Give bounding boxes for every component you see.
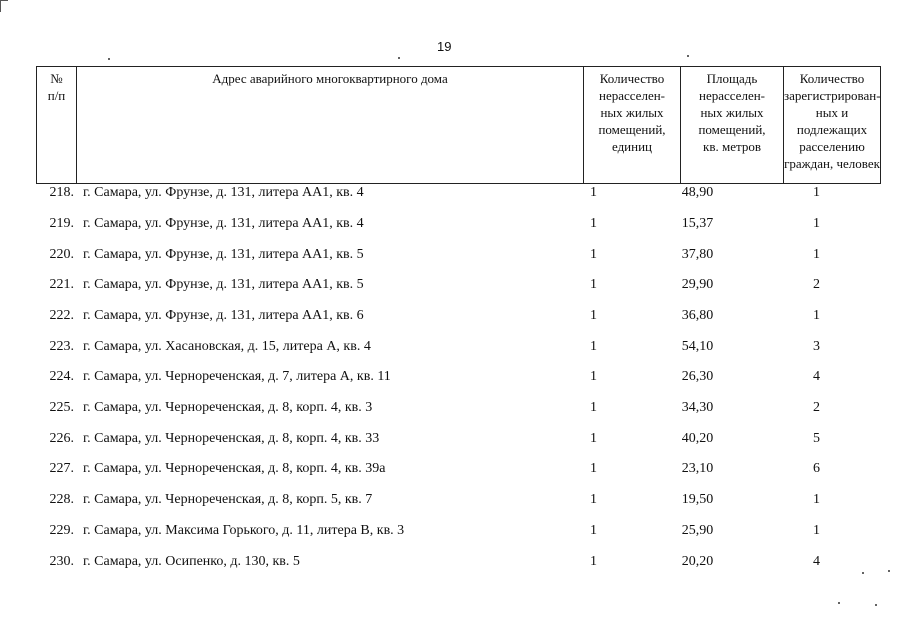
- row-address: г. Самара, ул. Фрунзе, д. 131, литера АА1, кв. 4: [83, 185, 364, 200]
- table-row: [0, 306, 905, 326]
- row-people: 2: [813, 277, 820, 292]
- row-address: г. Самара, ул. Чернореченская, д. 8, корп. 4, кв. 33: [83, 431, 380, 446]
- row-units: 1: [590, 339, 597, 354]
- row-people: 2: [813, 400, 820, 415]
- row-people: 1: [813, 247, 820, 262]
- row-address: г. Самара, ул. Чернореченская, д. 8, корп. 5, кв. 7: [83, 492, 373, 507]
- row-address: г. Самара, ул. Чернореченская, д. 8, корп. 4, кв. 39а: [83, 461, 386, 476]
- header-units: Количество нерасселен- ных жилых помещений, единиц: [584, 67, 681, 184]
- row-people: 4: [813, 554, 820, 569]
- row-people: 4: [813, 369, 820, 384]
- row-address: г. Самара, ул. Фрунзе, д. 131, литера АА1, кв. 5: [83, 247, 364, 262]
- row-units: 1: [590, 369, 597, 384]
- row-area: 25,90: [681, 523, 714, 538]
- table-row: [0, 275, 905, 295]
- header-people: Количество зарегистрирован- ных и подлежащих расселению граждан, человек: [784, 67, 881, 184]
- row-units: 1: [590, 492, 597, 507]
- row-units: 1: [590, 247, 597, 262]
- row-area: 54,10: [681, 339, 714, 354]
- row-number: 219.: [49, 216, 74, 231]
- row-number: 223.: [49, 339, 74, 354]
- row-number: 218.: [49, 185, 74, 200]
- scan-speck: [398, 57, 400, 59]
- header-address: Адрес аварийного многоквартирного дома: [77, 67, 584, 184]
- row-number: 224.: [49, 369, 74, 384]
- row-number: 222.: [49, 308, 74, 323]
- row-address: г. Самара, ул. Фрунзе, д. 131, литера АА1, кв. 4: [83, 216, 364, 231]
- row-area: 23,10: [681, 461, 714, 476]
- scan-speck: [108, 58, 110, 60]
- row-units: 1: [590, 308, 597, 323]
- row-units: 1: [590, 185, 597, 200]
- row-units: 1: [590, 554, 597, 569]
- row-number: 221.: [49, 277, 74, 292]
- row-number: 226.: [49, 431, 74, 446]
- row-area: 37,80: [681, 247, 714, 262]
- scan-speck: [687, 55, 689, 57]
- header-area: Площадь нерасселен- ных жилых помещений, кв. метров: [681, 67, 784, 184]
- page-number: 19: [437, 39, 452, 54]
- scan-speck: [875, 604, 877, 606]
- scan-speck: [888, 570, 890, 572]
- scan-corner-mark: [0, 0, 8, 12]
- scan-speck: [838, 602, 840, 604]
- row-address: г. Самара, ул. Чернореченская, д. 7, литера А, кв. 11: [83, 369, 391, 384]
- table-row: [0, 490, 905, 510]
- table-row: [0, 214, 905, 234]
- row-people: 5: [813, 431, 820, 446]
- row-area: 48,90: [681, 185, 714, 200]
- row-number: 227.: [49, 461, 74, 476]
- table-row: [0, 552, 905, 572]
- row-people: 1: [813, 523, 820, 538]
- row-address: г. Самара, ул. Фрунзе, д. 131, литера АА1, кв. 5: [83, 277, 364, 292]
- row-area: 36,80: [681, 308, 714, 323]
- row-units: 1: [590, 431, 597, 446]
- header-row: [37, 67, 881, 184]
- table-row: [0, 183, 905, 203]
- row-units: 1: [590, 277, 597, 292]
- row-address: г. Самара, ул. Осипенко, д. 130, кв. 5: [83, 554, 300, 569]
- table-row: [0, 398, 905, 418]
- row-address: г. Самара, ул. Хасановская, д. 15, литера А, кв. 4: [83, 339, 371, 354]
- row-area: 26,30: [681, 369, 714, 384]
- table-row: [0, 459, 905, 479]
- row-units: 1: [590, 523, 597, 538]
- row-units: 1: [590, 461, 597, 476]
- scan-speck: [862, 572, 864, 574]
- table-row: [0, 521, 905, 541]
- row-address: г. Самара, ул. Фрунзе, д. 131, литера АА1, кв. 6: [83, 308, 364, 323]
- row-area: 19,50: [681, 492, 714, 507]
- row-units: 1: [590, 216, 597, 231]
- row-number: 229.: [49, 523, 74, 538]
- table-row: [0, 429, 905, 449]
- row-area: 15,37: [681, 216, 714, 231]
- row-people: 1: [813, 492, 820, 507]
- row-number: 220.: [49, 247, 74, 262]
- row-address: г. Самара, ул. Чернореченская, д. 8, корп. 4, кв. 3: [83, 400, 373, 415]
- row-area: 20,20: [681, 554, 714, 569]
- row-area: 29,90: [681, 277, 714, 292]
- row-number: 230.: [49, 554, 74, 569]
- row-people: 1: [813, 185, 820, 200]
- row-number: 225.: [49, 400, 74, 415]
- row-people: 1: [813, 308, 820, 323]
- row-people: 3: [813, 339, 820, 354]
- row-people: 6: [813, 461, 820, 476]
- row-number: 228.: [49, 492, 74, 507]
- header-num: № п/п: [37, 67, 77, 184]
- table-row: [0, 367, 905, 387]
- table-header: [36, 66, 881, 184]
- row-area: 40,20: [681, 431, 714, 446]
- row-address: г. Самара, ул. Максима Горького, д. 11, литера В, кв. 3: [83, 523, 405, 538]
- table-row: [0, 337, 905, 357]
- row-people: 1: [813, 216, 820, 231]
- row-area: 34,30: [681, 400, 714, 415]
- table-row: [0, 245, 905, 265]
- row-units: 1: [590, 400, 597, 415]
